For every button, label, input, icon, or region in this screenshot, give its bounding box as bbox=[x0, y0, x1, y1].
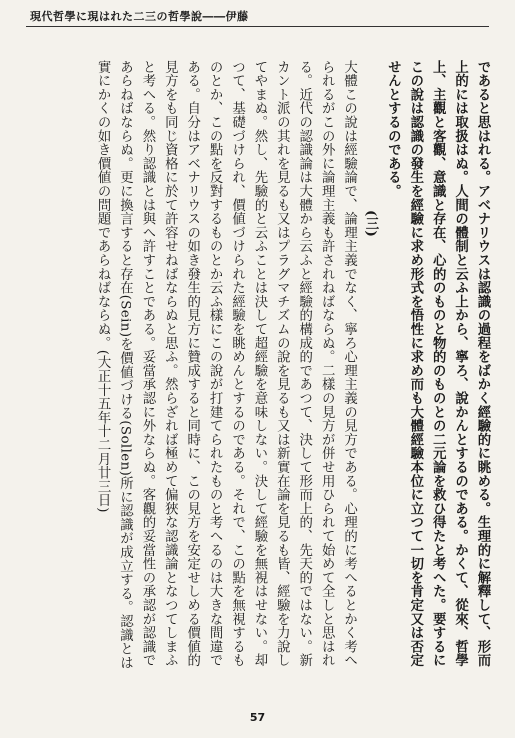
section-number: (三) bbox=[362, 210, 379, 238]
paragraph-1: であると思はれる。アベナリウスは認識の過程をばかく經驗的に眺める。生理的に解釋して、形而上的には取扱はぬ。人間の體制と云ふ上から、寧ろ、說かんとするのである。かくて、從來、哲學上、主觀と客觀、意識と存在、心的のものと物的のものとの二元論を救ひ得たと考へた。要するにこの說は認識の發生を經驗に求め形式を悟性に求め而も大體經驗本位に立つて一切を肯定又は否定せんとするのである。 bbox=[385, 60, 491, 668]
running-title: 現代哲學に現はれた二三の哲學說――伊藤 bbox=[30, 10, 249, 23]
page-number: 57 bbox=[249, 711, 266, 724]
running-header bbox=[30, 8, 485, 24]
vertical-text-body bbox=[24, 60, 494, 680]
paragraph-2: 大體この說は經驗論で、論理主義でなく、寧ろ心理主義の見方である。心理的に考へるとかく考へられるがこの外に論理主義も許されねばならぬ。二樣の見方が併せ用ひられて始めて全しと思はれる。近代の認識論は大體から云ふと經驗的構成的であつて、決して形而上的、先天的ではない。新カント派の其れを見るも又はプラグマチズムの說を見るも又は新實在論を見るも皆、經驗を力說してやまぬ。然し、先驗的と云ふことは決して超經驗を意味しない。決して經驗を無視はせない。却つて、基礎づけられ、價値づけられた經驗を眺めんとするのである。それで、この點を無視するものとか、この點を反對するものとか云ふ樣にこの說が打建てられたものと考へるのは大きな間違である。自分はアベナリウスの如き發生的見方に贊成すると同時に、この見方を安定せしめる價値的見方をも同じ資格に於て許容せねばならぬと思ふ。然らざれば極めて偏狹な認識論となつてしまふと考へる。然り認識とは與へ許すことである。妥當承認に外ならぬ。客觀的妥當性の承認が認識であらねばならぬ。更に換言すると存在(Sein)を價値づける(Sollen)所に認識が成立する。認識とは實にかくの如き價値の問題であらねばならぬ。(大正十五年十二月廿三日) bbox=[95, 60, 357, 670]
header-rule bbox=[26, 26, 489, 27]
